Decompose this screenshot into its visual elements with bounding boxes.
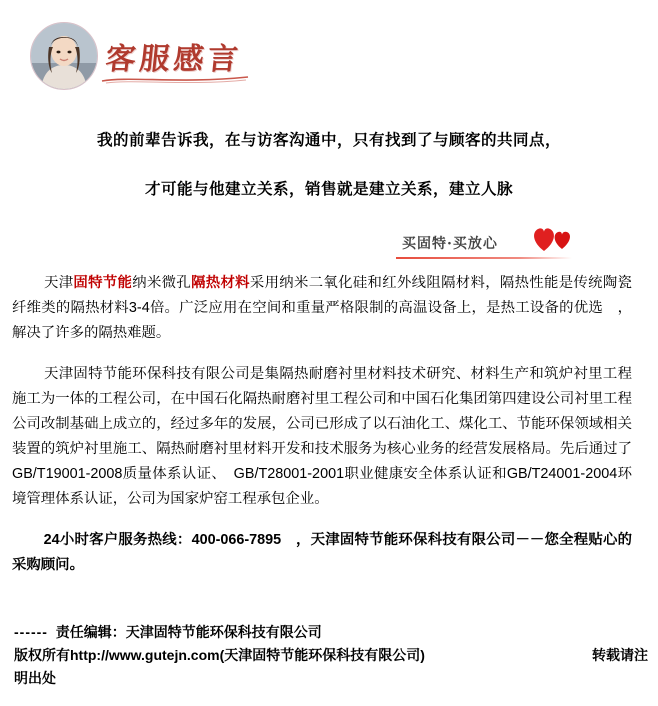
paragraph-gap — [12, 348, 632, 362]
footer-reprint-line: 明出处 — [14, 670, 56, 686]
p3-text-b: ，天津固特节能环保科技有限公司－－您全程贴心的采购顾问。 — [12, 532, 632, 573]
footer-editor: 责任编辑：天津固特节能环保科技有限公司 — [55, 624, 322, 640]
p1-highlight-2: 隔热材料 — [191, 275, 250, 291]
p1-text-a: 天津 — [43, 275, 74, 291]
p1-highlight-1: 固特节能 — [73, 275, 133, 291]
footer-copyright-line — [14, 644, 658, 667]
slogan-line-2: 才可能与他建立关系，销售就是建立关系，建立人脉 — [144, 181, 513, 198]
footer-copyright: 版权所有http://www.gutejn.com(天津固特节能环保科技有限公司) — [14, 647, 425, 663]
article-header — [0, 18, 658, 106]
paragraph-3 — [12, 528, 632, 578]
p2-text: 天津固特节能环保科技有限公司是集隔热耐磨衬里材料技术研究、材料生产和筑炉衬里工程施工为一体的工程公司，在中国石化隔热耐磨衬里工程公司和中国石化集团第四建设公司衬里工程公司改制基础上成立的，经过多年的发展，公司已形成了以石油化工、煤化工、节能环保领域相关装置的筑炉衬里施工、隔热耐磨衬里材料开发和技术服务为核心业务的经营发展格局。先后通过了GB/T19001-2008质量体系认证、 GB/T28001-2001职业健康安全体系认证和GB/T24001-2004环境管理体系认证，公司为国家炉窑工程承包企业。 — [12, 366, 632, 507]
article-footer — [0, 621, 658, 690]
title-underline-icon — [100, 74, 250, 84]
signature-text: 买固特·买放心 — [402, 236, 498, 252]
article-page — [0, 18, 658, 706]
hotline-label: 24小时客户服务热线： — [43, 532, 192, 548]
avatar-photo-icon — [31, 23, 97, 89]
signature-row — [0, 225, 658, 271]
hotline-number: 400-066-7895 — [191, 532, 282, 548]
p1-text-c: 采用纳米二氧化硅和红外线阻隔材料，隔热性能是传统陶瓷纤维类的隔热材料3-4倍。广泛应用在空间和重量严格限制的高温设备上，是热工设备的优选 ，解决了许多的隔热难题。 — [12, 275, 632, 341]
page-title: 客服感言 — [103, 42, 244, 77]
paragraph-1 — [12, 271, 632, 346]
article-body — [12, 271, 632, 578]
paragraph-2 — [12, 362, 632, 512]
footer-editor-line — [14, 621, 658, 644]
slogan-line-1: 我的前辈告诉我，在与访客沟通中，只有找到了与顾客的共同点， — [96, 132, 561, 149]
footer-dashes: ------ — [14, 624, 48, 640]
footer-reprint-right: 转载请注 — [592, 647, 648, 663]
signature-rule — [396, 257, 572, 259]
heart-icon — [530, 223, 574, 253]
avatar — [30, 22, 98, 90]
paragraph-gap — [12, 514, 632, 528]
p1-text-b: 纳米微孔 — [132, 275, 192, 291]
